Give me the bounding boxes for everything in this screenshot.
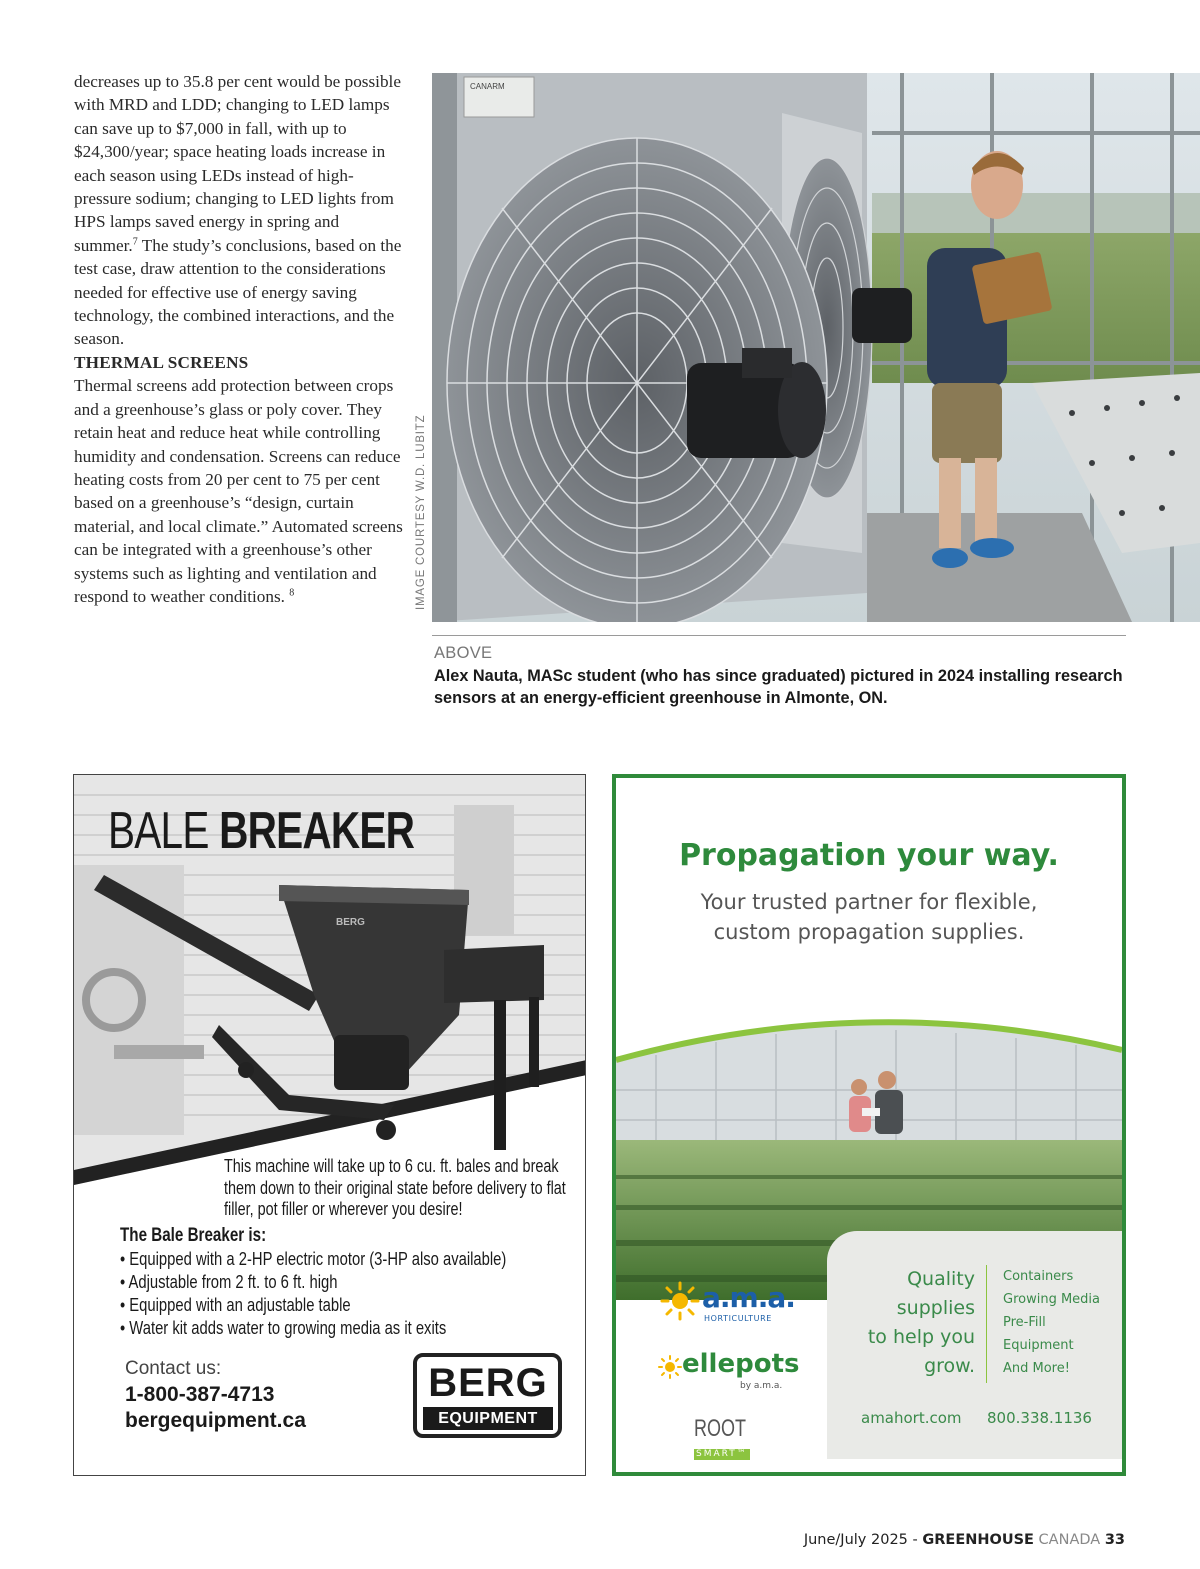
caption-divider (432, 635, 1126, 636)
paragraph-text: decreases up to 35.8 per cent would be possible with MRD and LDD; changing to LED lamps can save up to $7,000 in fall, with up to $24,300/year; space heating loads increase in each season using LEDs instead of high-pressure sodium; changing to LED lights from HPS lamps saved energy in spring and summer. (74, 72, 401, 255)
page-footer (804, 1532, 1125, 1548)
tagline-line: supplies (896, 1297, 975, 1319)
title-part: BALE (108, 802, 220, 860)
brand-name: ROOT (694, 1415, 746, 1442)
product-item: And More! (1003, 1361, 1070, 1376)
sun-icon (658, 1355, 682, 1379)
tagline-line: to help you (867, 1326, 975, 1348)
section-heading: THERMAL SCREENS (74, 352, 249, 372)
ama-info-panel (827, 1231, 1122, 1459)
issue-date: June/July 2025 - (803, 1532, 923, 1548)
brand-tagline: SMART™ (696, 1449, 748, 1459)
brand-tagline: by a.m.a. (740, 1381, 783, 1391)
logo-wordmark: BERG (428, 1361, 548, 1405)
ad-tagline (831, 1265, 975, 1381)
article-paragraph (74, 70, 404, 351)
brand-tagline: HORTICULTURE (704, 1314, 772, 1323)
brand-name: a.m.a. (702, 1281, 795, 1314)
article-photo (432, 73, 1200, 622)
caption-label: ABOVE (434, 644, 493, 662)
product-item: Growing Media (1003, 1292, 1100, 1307)
berg-bale-breaker-ad[interactable] (73, 774, 586, 1476)
contact-website[interactable]: bergequipment.ca (125, 1409, 306, 1432)
ama-phone[interactable]: 800.338.1136 (987, 1409, 1092, 1427)
feature-list-heading: The Bale Breaker is: (120, 1225, 267, 1246)
feature-item: • Adjustable from 2 ft. to 6 ft. high (120, 1270, 536, 1293)
product-list (1003, 1265, 1100, 1380)
article-column (74, 70, 404, 608)
tagline-line: grow. (924, 1355, 975, 1377)
ad-subheadline (616, 887, 1122, 947)
ad-headline: Propagation your way. (679, 838, 1059, 873)
berg-equipment-logo (413, 1353, 562, 1438)
page-number: 33 (1104, 1532, 1125, 1548)
fan-brand-label: CANARM (470, 82, 505, 91)
photo-credit (412, 414, 432, 610)
contact-block (125, 1355, 306, 1434)
paragraph-text: The study’s conclusions, based on the test case, draw attention to the considerations needed for effective use of energy saving technology, the combined interactions, and the season. (74, 235, 402, 349)
contact-label: Contact us: (125, 1358, 222, 1379)
product-item: Pre-Fill (1003, 1315, 1046, 1330)
magazine-name-suffix: CANADA (1033, 1532, 1105, 1548)
feature-list (120, 1224, 536, 1339)
bale-breaker-title (108, 801, 414, 861)
contact-phone[interactable]: 1-800-387-4713 (125, 1383, 275, 1406)
photo-caption (434, 643, 1134, 709)
product-item: Equipment (1003, 1338, 1074, 1353)
article-paragraph (74, 374, 404, 608)
ama-website[interactable]: amahort.com (861, 1409, 962, 1427)
tagline-line: Quality (907, 1268, 975, 1290)
caption-text: Alex Nauta, MASc student (who has since graduated) pictured in 2024 installing research sensors at an energy-efficient greenhouse in Almonte, ON. (434, 667, 1123, 707)
sun-icon (660, 1281, 700, 1321)
footnote-ref: 8 (289, 587, 295, 599)
ama-propagation-ad[interactable] (612, 774, 1126, 1476)
logo-subtitle: EQUIPMENT (423, 1407, 553, 1430)
brand-name: ellepots (682, 1349, 800, 1379)
machine-description: This machine will take up to 6 cu. ft. bales and break them down to their original state before delivery to flat filler, pot filler or wherever you desire! (224, 1156, 566, 1219)
feature-item: • Equipped with a 2-HP electric motor (3-HP also available) (120, 1247, 536, 1270)
footnote-ref: 7 (132, 236, 138, 248)
subheadline-line: Your trusted partner for flexible, (700, 890, 1038, 914)
feature-item: • Water kit adds water to growing media as it exits (120, 1316, 536, 1339)
root-smart-logo (694, 1417, 763, 1460)
magazine-name: GREENHOUSE (922, 1532, 1034, 1548)
subheadline-line: custom propagation supplies. (713, 920, 1025, 944)
ama-horticulture-logo (660, 1281, 795, 1325)
feature-item: • Equipped with an adjustable table (120, 1293, 536, 1316)
photo-credit-text: IMAGE COURTESY W.D. LUBITZ (415, 414, 427, 610)
machine-label: BERG (336, 917, 365, 928)
paragraph-text: Thermal screens add protection between crops and a greenhouse’s glass or poly cover. They retain heat and reduce heat while controlling humidity and condensation. Screens can reduce heating costs from 20 per cent to 75 per cent based on a greenhouse’s “design, curtain material, and local climate.” Automated screens can be integrated with a greenhouse’s other systems such as lighting and ventilation and respond to weather conditions. (74, 376, 403, 606)
panel-divider (986, 1265, 987, 1383)
product-item: Containers (1003, 1269, 1074, 1284)
title-part: BREAKER (219, 802, 415, 860)
